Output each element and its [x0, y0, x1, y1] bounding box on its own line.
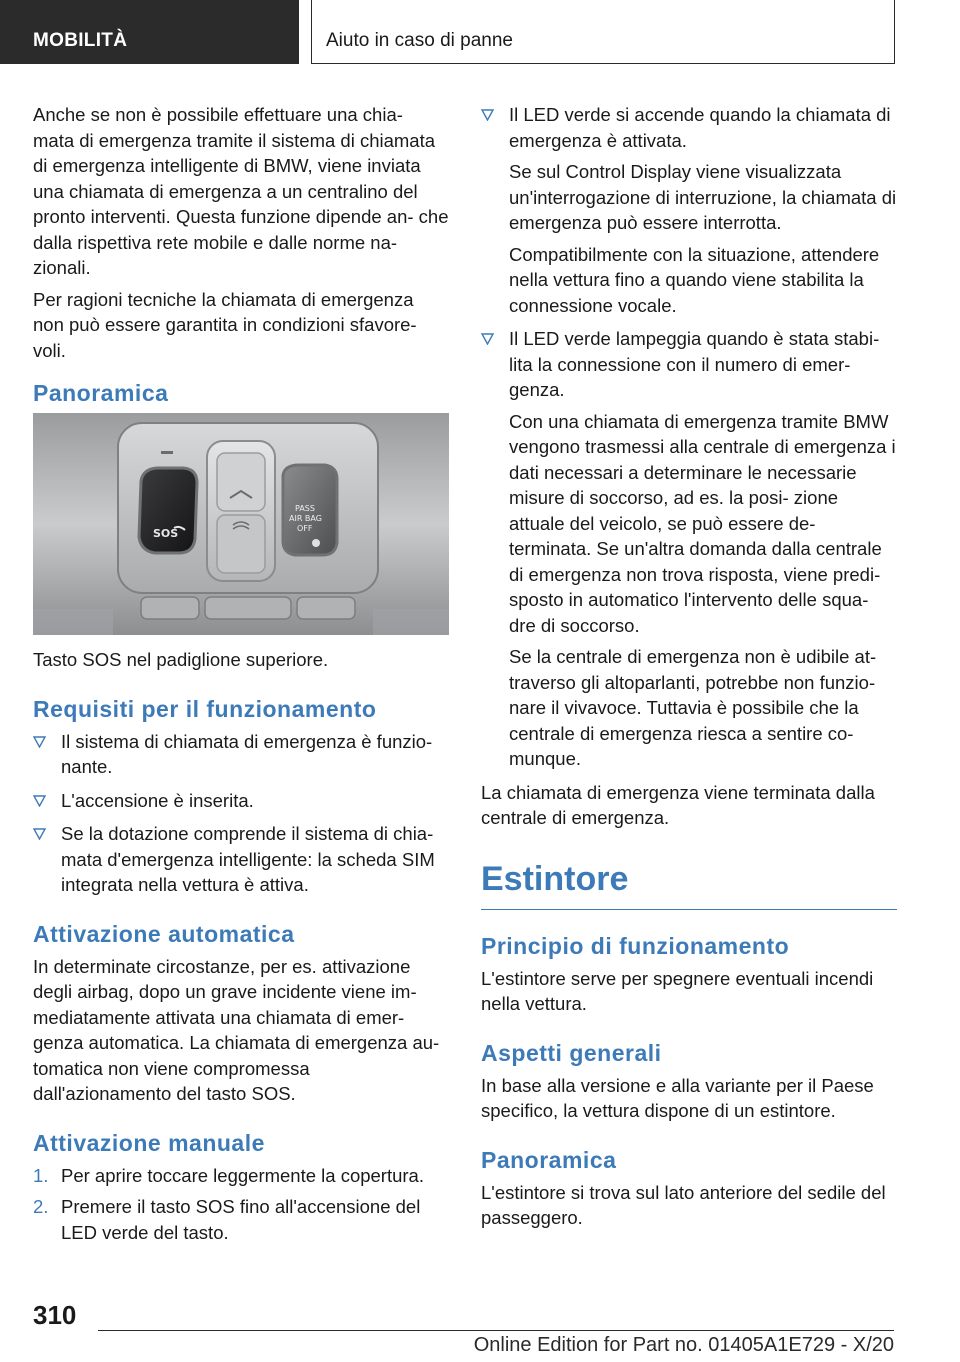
extinguisher-heading: Estintore: [481, 859, 897, 910]
overview-heading: Panoramica: [33, 380, 169, 406]
intro-paragraph-2: Per ragioni tecniche la chiamata di emergenza non può essere garantita in condizioni sfavore- voli.: [33, 288, 417, 361]
triangle-bullet-icon: [33, 828, 46, 840]
bottom-button: [205, 597, 291, 619]
principle-heading: Principio di funzionamento: [481, 932, 790, 959]
figure-caption: Tasto SOS nel padiglione superiore.: [33, 649, 329, 670]
list-item-text: Il sistema di chiamata di emergenza è funzio- nante.: [61, 730, 433, 777]
bullet-paragraph: Compatibilmente con la situazione, attendere nella vettura fino a quando viene stabilita la connessione vocale.: [509, 243, 880, 316]
edition-note: Online Edition for Part no. 01405A1E729 - X/20: [473, 1334, 894, 1356]
bullet-paragraph: Con una chiamata di emergenza tramite BMW vengono trasmessi alla centrale di emergenza i dati necessari a determinare le necessarie misure di soccorso, ad es. la posi- zione attuale del veicolo, se può essere de- terminata. Se un'altra domanda dalla centrale di emergenza non trova risposta, viene predi- sposto in automatico l'intervento delle squa- dre di soccorso.: [509, 410, 896, 636]
section-tab: MOBILITÀ: [0, 0, 299, 64]
triangle-bullet-icon: [481, 109, 494, 121]
step-text: Per aprire toccare leggermente la copertura.: [61, 1164, 424, 1186]
triangle-bullet-icon: [33, 736, 46, 748]
overview-heading-right: Panoramica: [481, 1146, 617, 1173]
manual-steps-list: [33, 1163, 449, 1246]
requirements-list: [33, 729, 449, 898]
airbag-label-off: OFF: [297, 524, 313, 533]
step-number: 1.: [33, 1164, 49, 1186]
seat-icon: [312, 539, 320, 547]
led-status-list: [481, 102, 897, 772]
list-item: [33, 821, 449, 898]
intro-paragraph: Anche se non è possibile effettuare una chia- mata di emergenza tramite il sistema di chiamata di emergenza intelligente di BMW, viene inviata una chiamata di emergenza a un centralino del pronto interventi. Questa funzione dipende an- che dalla rispettiva rete mobile e dalle norme na- zionali.: [33, 104, 449, 278]
auto-activation-text: In determinate circostanze, per es. attivazione degli airbag, dopo un grave incidente viene im- mediatamente attivata una chiamata di emer- genza automatica. La chiamata di emergenza au- tomatica non viene compromessa dall'azionamento del tasto SOS.: [33, 955, 440, 1104]
footer-divider: [98, 1330, 894, 1331]
requirements-heading: Requisiti per il funzionamento: [33, 695, 377, 722]
sos-button: [139, 468, 197, 553]
bottom-button: [141, 597, 199, 619]
bullet-paragraph: Se sul Control Display viene visualizzata un'interrogazione di interruzione, la chiamata di emergenza può essere interrotta.: [509, 161, 897, 233]
sos-label: SOS: [153, 527, 179, 540]
general-heading: Aspetti generali: [481, 1039, 662, 1066]
list-item: [481, 102, 897, 318]
step-item: [33, 1163, 449, 1189]
airbag-label-airbag: AIR BAG: [289, 514, 322, 523]
list-item: [33, 729, 449, 780]
overview-text: L'estintore si trova sul lato anteriore del sedile del passeggero.: [481, 1181, 886, 1228]
step-item: [33, 1194, 449, 1245]
manual-activation-heading: Attivazione manuale: [33, 1129, 265, 1156]
principle-text: L'estintore serve per spegnere eventuali incendi nella vettura.: [481, 967, 874, 1014]
auto-activation-heading: Attivazione automatica: [33, 920, 295, 947]
list-item-text: Se la dotazione comprende il sistema di chia- mata d'emergenza intelligente: la scheda SIM integrata nella vettura è attiva.: [61, 823, 435, 895]
left-column: [33, 102, 449, 1251]
bullet-paragraph: Il LED verde si accende quando la chiamata di emergenza è attivata.: [509, 104, 891, 151]
sos-button-figure: [33, 413, 449, 635]
triangle-bullet-icon: [481, 333, 494, 345]
airbag-label-pass: PASS: [295, 504, 315, 513]
list-item: [33, 788, 449, 814]
bottom-button: [297, 597, 355, 619]
bullet-paragraph: Il LED verde lampeggia quando è stata stabi- lita la connessione con il numero di emer- genza.: [509, 328, 880, 400]
step-text: Premere il tasto SOS fino all'accensione del LED verde del tasto.: [61, 1196, 421, 1243]
list-item: [481, 326, 897, 772]
chapter-title: Aiuto in caso di panne: [311, 0, 895, 64]
closing-paragraph: La chiamata di emergenza viene terminata dalla centrale di emergenza.: [481, 781, 875, 828]
step-number: 2.: [33, 1196, 49, 1217]
general-text: In base alla versione e alla variante per il Paese specifico, la vettura dispone di un estintore.: [481, 1074, 874, 1121]
bullet-paragraph: Se la centrale di emergenza non è udibile at- traverso gli altoparlanti, potrebbe non funzio- nare il vivavoce. Tuttavia è possibile che la centrale di emergenza riesca a sentire co- munque.: [509, 646, 877, 769]
page-number: 310: [33, 1300, 77, 1330]
right-column: [481, 102, 897, 1237]
triangle-bullet-icon: [33, 795, 46, 807]
list-item-text: L'accensione è inserita.: [61, 789, 254, 811]
